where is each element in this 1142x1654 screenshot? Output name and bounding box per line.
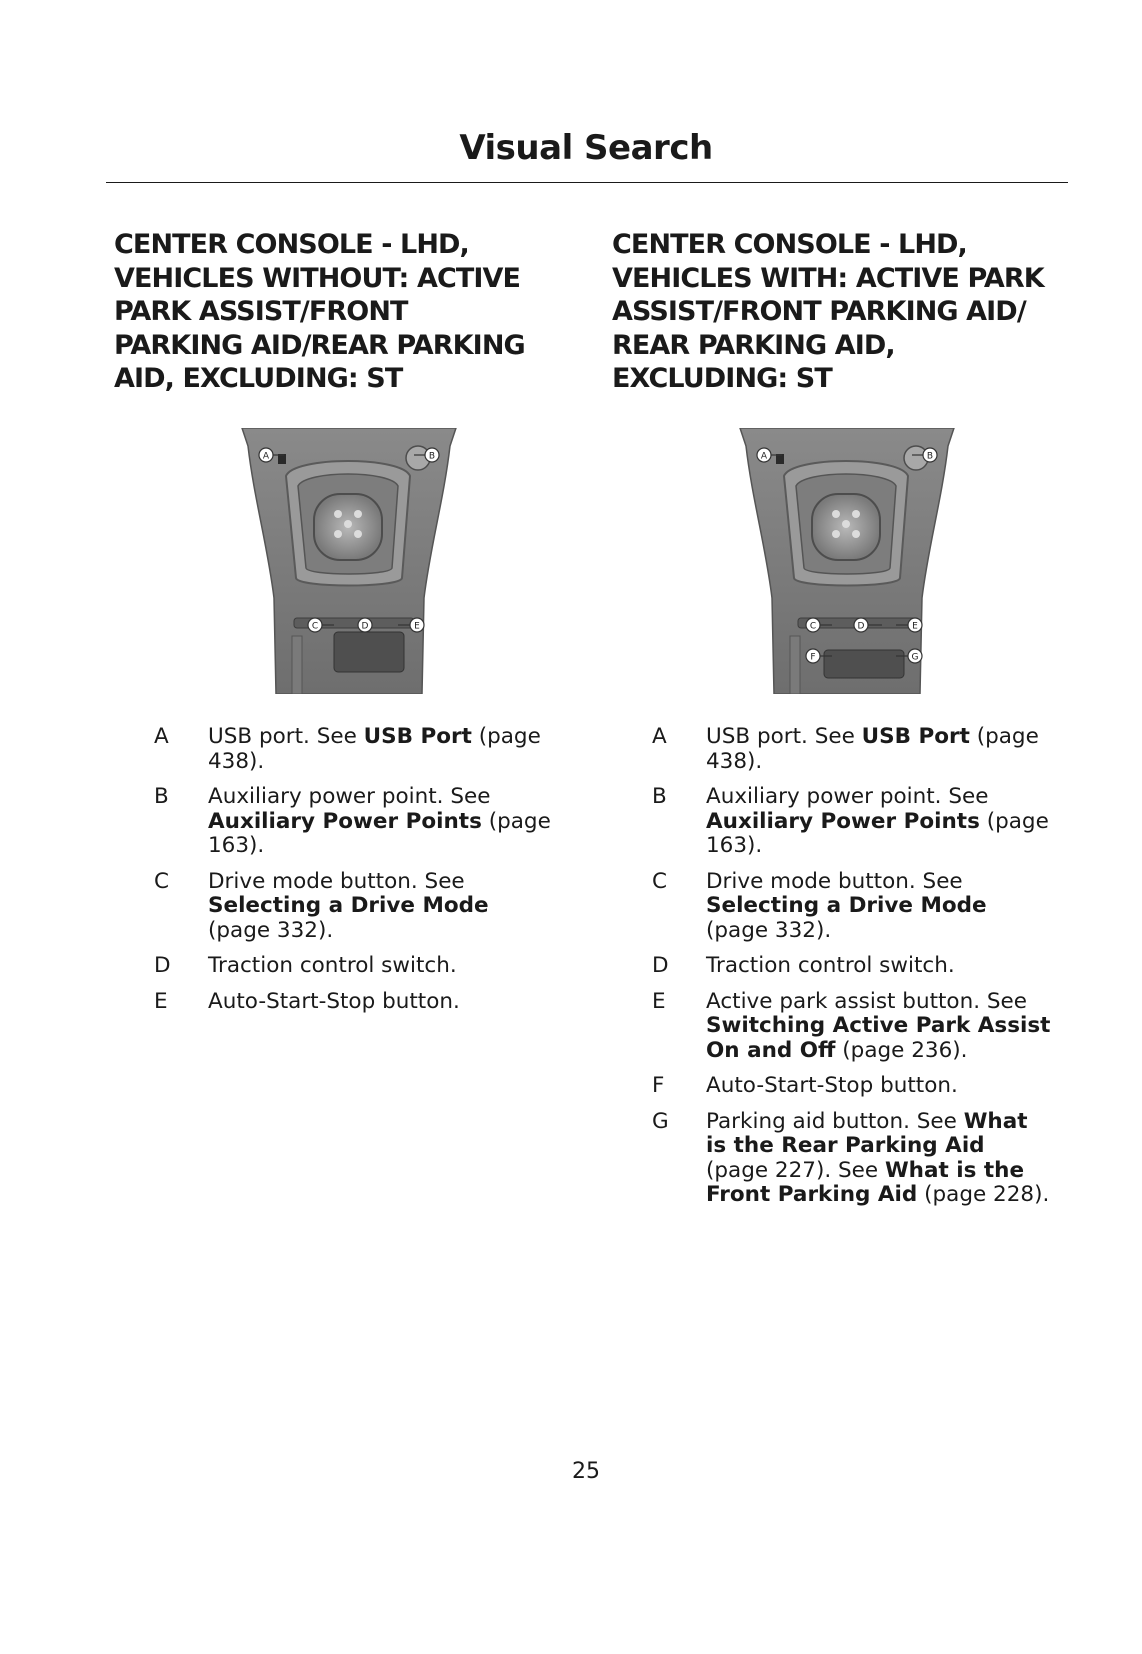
- heading-line: AID, EXCLUDING: ST: [114, 363, 403, 394]
- center-console-illustration: [732, 428, 962, 694]
- heading-line: CENTER CONSOLE - LHD,: [612, 229, 967, 260]
- legend-item: [652, 1074, 1072, 1099]
- legend-item: [652, 785, 1072, 859]
- left-column: [114, 228, 584, 1014]
- callout-b-label: B: [428, 451, 436, 462]
- callout-e-label: E: [912, 621, 918, 632]
- legend-item: [154, 785, 574, 859]
- page-number: 25: [572, 1459, 600, 1484]
- right-column: [612, 228, 1082, 1207]
- legend-key: A: [154, 724, 169, 749]
- callout-d-label: D: [361, 621, 369, 632]
- legend-key: G: [652, 1108, 669, 1134]
- legend-key: C: [154, 868, 170, 894]
- heading-line: EXCLUDING: ST: [612, 363, 832, 394]
- callout-d-label: D: [857, 621, 865, 632]
- legend-key: A: [652, 724, 667, 749]
- legend-text: Auto-Start-Stop button.: [208, 988, 460, 1014]
- legend-item: [652, 990, 1072, 1064]
- heading-line: ASSIST/FRONT PARKING AID/: [612, 296, 1026, 327]
- heading-line: REAR PARKING AID,: [612, 329, 895, 361]
- left-section-heading: [114, 228, 584, 398]
- page-title: Visual Search: [459, 128, 713, 168]
- legend-key: B: [154, 784, 169, 809]
- right-section-heading: [612, 228, 1082, 398]
- legend-text: Auto-Start-Stop button.: [706, 1073, 958, 1098]
- console-drawing: [732, 428, 962, 694]
- callout-c-label: C: [809, 621, 817, 632]
- callout-a-label: A: [262, 451, 270, 462]
- left-legend: [154, 725, 574, 1025]
- legend-text: Parking aid button. See What is the Rear Parking Aid (page 227). See What is the Front Parking Aid (page 228).: [706, 1108, 1050, 1207]
- legend-text: Traction control switch.: [706, 953, 955, 978]
- legend-text: Drive mode button. See Selecting a Drive Mode (page 332).: [208, 868, 489, 943]
- legend-key: E: [652, 988, 666, 1014]
- callout-g-label: G: [911, 652, 919, 663]
- right-legend: [652, 725, 1072, 1219]
- heading-line: PARK ASSIST/FRONT: [114, 296, 408, 327]
- legend-text: USB port. See USB Port (page 438).: [208, 724, 541, 774]
- callout-c-label: C: [311, 621, 319, 632]
- title-divider: [106, 182, 1068, 183]
- legend-key: C: [652, 868, 668, 894]
- console-drawing: [234, 428, 464, 694]
- callout-e-label: E: [414, 621, 420, 632]
- heading-line: VEHICLES WITHOUT: ACTIVE: [114, 262, 521, 294]
- legend-key: D: [652, 953, 669, 978]
- callout-a-label: A: [760, 451, 768, 462]
- legend-text: Auxiliary power point. See Auxiliary Power Points (page 163).: [706, 784, 1049, 858]
- legend-text: USB port. See USB Port (page 438).: [706, 724, 1039, 774]
- center-console-illustration: [234, 428, 464, 694]
- legend-text: Auxiliary power point. See Auxiliary Power Points (page 163).: [208, 784, 551, 858]
- legend-key: E: [154, 988, 168, 1014]
- legend-item: [154, 870, 574, 944]
- heading-line: CENTER CONSOLE - LHD,: [114, 229, 469, 260]
- legend-item: [652, 725, 1072, 774]
- heading-line: PARKING AID/REAR PARKING: [114, 329, 525, 361]
- legend-text: Traction control switch.: [208, 953, 457, 978]
- legend-item: [154, 725, 574, 774]
- callout-b-label: B: [926, 451, 934, 462]
- legend-key: F: [652, 1073, 665, 1098]
- legend-text: Drive mode button. See Selecting a Drive Mode (page 332).: [706, 868, 987, 943]
- legend-item: [652, 870, 1072, 944]
- legend-key: D: [154, 953, 171, 978]
- callout-f-label: F: [810, 652, 816, 663]
- legend-item: [652, 1110, 1072, 1208]
- legend-text: Active park assist button. See Switching Active Park Assist On and Off (page 236).: [706, 988, 1051, 1063]
- legend-item: [154, 954, 574, 979]
- legend-item: [154, 990, 574, 1015]
- heading-line: VEHICLES WITH: ACTIVE PARK: [612, 262, 1044, 294]
- legend-item: [652, 954, 1072, 979]
- legend-key: B: [652, 784, 667, 809]
